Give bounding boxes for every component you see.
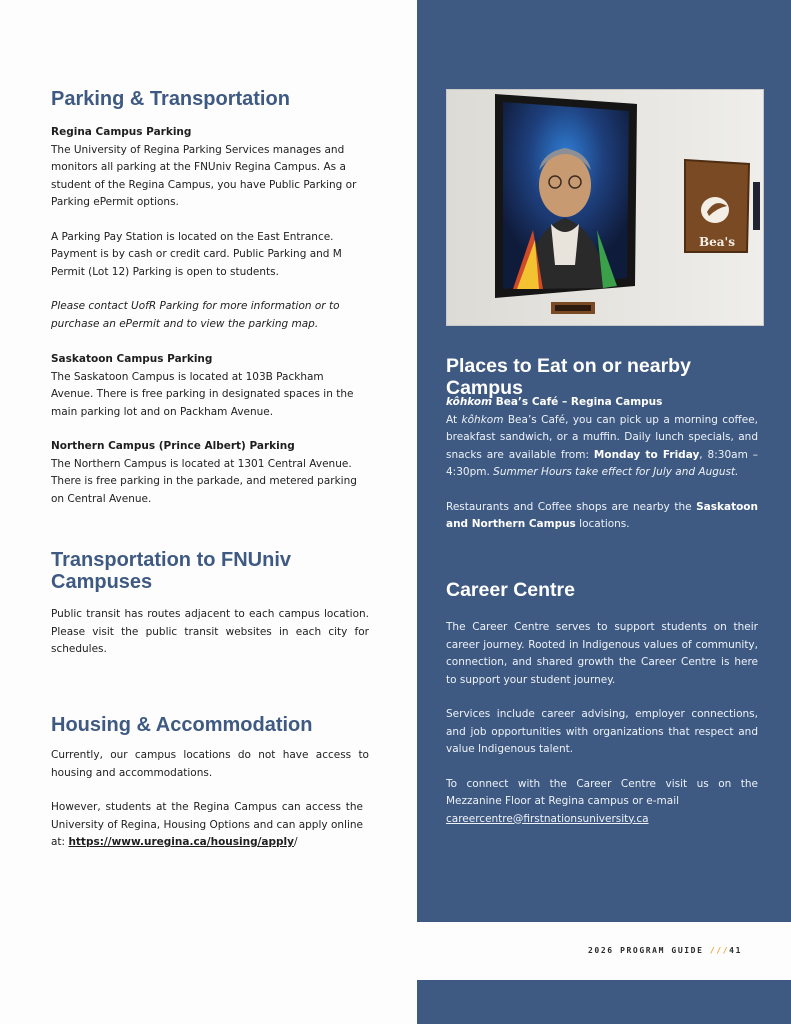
- page-number: 41: [729, 946, 743, 955]
- eat-p1-c: Bea’s Café, you can pick up a morning coffee, breakfast sandwich, or a muffin. Daily lunch specials, and snacks are available from:: [446, 413, 758, 461]
- housing-heading: Housing & Accommodation: [51, 714, 313, 736]
- housing-p2-tail: /: [294, 836, 298, 848]
- transportation-body: Public transit has routes adjacent to each campus location. Please visit the public transit websites in each city for schedules.: [51, 608, 369, 655]
- svg-text:Bea's: Bea's: [699, 235, 735, 249]
- eat-section: [446, 394, 758, 534]
- career-email-link[interactable]: careercentre@firstnationsuniversity.ca: [446, 812, 649, 825]
- eat-p1-days: Monday to Friday: [593, 448, 700, 461]
- northern-parking-title: Northern Campus (Prince Albert) Parking: [51, 440, 295, 452]
- eat-p1-summer: Summer Hours take effect for July and August.: [493, 466, 739, 478]
- eat-heading: Places to Eat on or nearby Campus: [446, 355, 691, 399]
- eat-p1-a: At: [446, 413, 462, 426]
- saskatoon-parking-body: The Saskatoon Campus is located at 103B Packham Avenue. There is free parking in designated spaces in the main parking lot and on Packham Avenue.: [51, 370, 354, 418]
- career-heading: Career Centre: [446, 579, 575, 601]
- cafe-photo-illustration: [447, 90, 764, 326]
- housing-p1: Currently, our campus locations do not have access to housing and accommodations.: [51, 749, 369, 779]
- regina-parking-p1: The University of Regina Parking Services manages and monitors all parking at the FNUniv Regina Campus. As a student of the Regina Campus, you have Public Parking or Parking ePermit options.: [51, 143, 357, 208]
- regina-parking-p3: Please contact UofR Parking for more information or to purchase an ePermit and to view the parking map.: [51, 300, 340, 330]
- saskatoon-parking-section: [51, 351, 369, 421]
- page-footer: [588, 946, 742, 955]
- cafe-name-rest: Bea’s Café – Regina Campus: [492, 396, 663, 408]
- northern-parking-section: [51, 438, 369, 508]
- footer-slashes: ///: [709, 946, 730, 955]
- career-p3: To connect with the Career Centre visit us on the Mezzanine Floor at Regina campus or e-mail: [446, 777, 758, 807]
- transportation-heading: Transportation to FNUniv Campuses: [51, 549, 291, 593]
- eat-p1-kohkom: kôhkom: [461, 413, 504, 426]
- parking-heading: Parking & Transportation: [51, 88, 290, 110]
- regina-parking-section: [51, 124, 369, 333]
- regina-parking-title: Regina Campus Parking: [51, 126, 192, 138]
- northern-parking-body: The Northern Campus is located at 1301 Central Avenue. There is free parking in the parkade, and metered parking on Central Avenue.: [51, 457, 357, 505]
- bottom-panel-strip: [417, 980, 791, 1024]
- eat-p2-b: locations.: [575, 518, 630, 530]
- housing-apply-link[interactable]: https://www.uregina.ca/housing/apply: [68, 836, 294, 848]
- career-p1: The Career Centre serves to support students on their career journey. Rooted in Indigenous values of community, connection, and shared growth the Career Centre is here to support your student journey.: [446, 621, 758, 686]
- eat-p2-a: Restaurants and Coffee shops are nearby the: [446, 500, 697, 513]
- career-p2: Services include career advising, employer connections, and job opportunities with organizations that respect and value Indigenous talent.: [446, 708, 758, 755]
- regina-parking-p2: A Parking Pay Station is located on the East Entrance. Payment is by cash or credit card. Public Parking and M Permit (Lot 12) Parking is open to students.: [51, 230, 342, 278]
- housing-p2-text: However, students at the Regina Campus can access the University of Regina, Housing Options and can apply online at:: [51, 801, 363, 848]
- eat-p2-campuses: Saskatoon and Northern Campus: [446, 500, 758, 530]
- cafe-name-italic: kôhkom: [446, 396, 493, 408]
- career-section: [446, 619, 758, 828]
- housing-p2: [51, 799, 363, 852]
- saskatoon-parking-title: Saskatoon Campus Parking: [51, 353, 213, 365]
- eat-p2: [446, 499, 758, 534]
- footer-label: 2026 PROGRAM GUIDE: [588, 946, 710, 955]
- eat-p1: [446, 412, 758, 482]
- cafe-photo: [446, 89, 764, 326]
- eat-p1-hours: , 8:30am – 4:30pm.: [446, 448, 758, 478]
